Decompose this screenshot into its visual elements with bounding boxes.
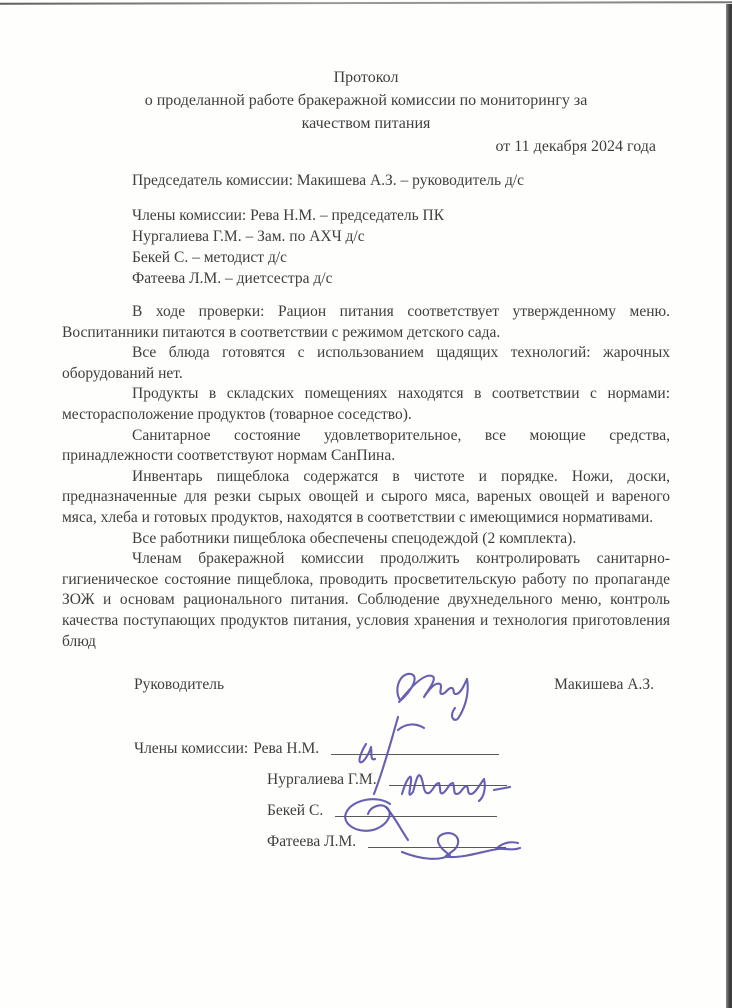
member-signature-row [134,727,670,758]
title-line-2: о проделанной работе бракеражной комиссии по мониторингу за [144,92,588,109]
body-block [62,302,670,652]
members-line: Бекей С. – методист д/с [132,249,288,266]
member-name: Бекей С. [267,802,324,820]
signature-line [335,802,497,817]
document-date: от 11 декабря 2024 года [495,138,656,155]
body-paragraph: В ходе проверки: Рацион питания соответствует утвержденному меню. Воспитанники питаются в соответствии с режимом детского сада. [62,303,670,341]
member-signature-rows [62,727,670,851]
title-line-3: качеством питания [301,115,431,132]
body-paragraph: Все работники пищеблока обеспечены спецодеждой (2 комплекта). [132,529,577,547]
members-block [62,205,670,289]
body-paragraph: Инвентарь пищеблока содержатся в чистоте и порядке. Ножи, доски, предназначенные для резки сырых овощей и сырого мяса, вареных овощей и вареного мяса, хлеба и готовых продуктов, находятся в соответствии с имеющимися нормативами. [62,467,670,526]
body-paragraph: Все блюда готовятся с использованием щадящих технологий: жарочных оборудований нет. [62,344,670,382]
member-name: Нургалиева Г.М. [267,771,377,789]
leader-label: Руководитель [134,676,225,694]
signature-line [389,771,507,786]
title-line-1: Протокол [333,69,399,86]
body-paragraph: Продукты в складских помещениях находятся в соответствии с нормами: месторасположение продуктов (товарное соседство). [62,385,670,423]
members-line: Члены комиссии: Рева Н.М. – председатель ПК [132,207,445,224]
member-name: Фатеева Л.М. [267,833,357,851]
document-title [62,66,670,135]
leader-name: Макишева А.З. [554,676,654,694]
leader-signature-row [62,674,670,695]
body-paragraph: Санитарное состояние удовлетворительное, все моющие средства, принадлежности соответствуют нормам СанПина. [62,426,670,465]
member-signature-row [134,758,670,789]
signature-line [331,740,499,755]
signature-line [368,833,506,848]
member-signature-row [134,820,670,851]
members-line: Фатеева Л.М. – диетсестра д/с [132,270,333,287]
member-name: Рева Н.М. [253,740,320,758]
body-paragraph: Членам бракеражной комиссии продолжить контролировать санитарно-гигиеническое состояние пищеблока, проводить просветительскую работу по пропаганде ЗОЖ и основам рационального питания. Соблюдение двухнедельного меню, контроль качества поступающих продуктов питания, условия хранения и технология приготовления блюд [62,550,670,650]
member-signature-row [134,789,670,820]
members-line: Нургалиева Г.М. – Зам. по АХЧ д/с [132,228,365,245]
members-label: Члены комиссии: [134,740,249,758]
chairman-line: Председатель комиссии: Макишева А.З. – руководитель д/с [132,172,525,189]
